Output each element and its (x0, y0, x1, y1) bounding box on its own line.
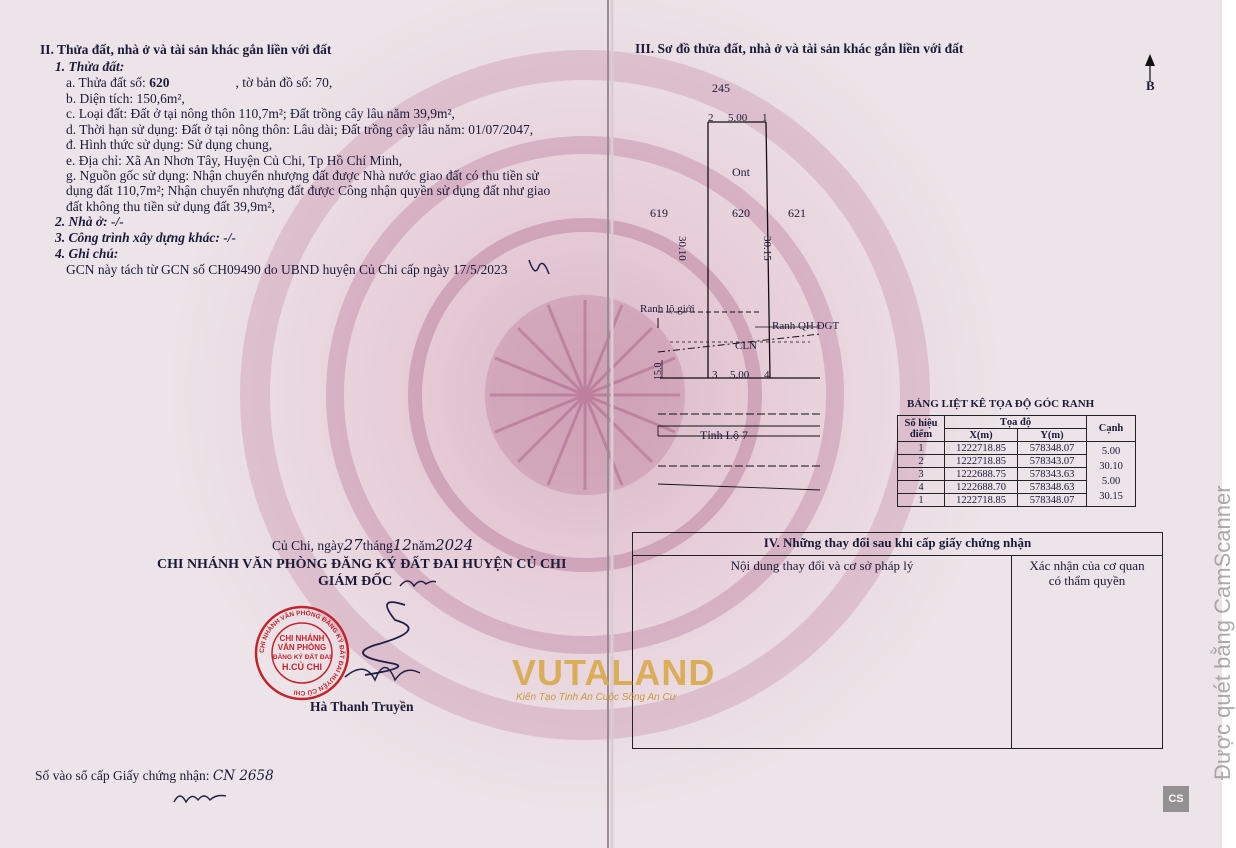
point-id: 1 (898, 494, 945, 507)
initial-signature (398, 574, 438, 592)
stamp-line-2: VĂN PHÒNG (277, 643, 327, 652)
coordinate-table (897, 415, 1136, 507)
left-length-label: 30.10 (676, 236, 688, 261)
date-day: 27 (343, 536, 363, 554)
y-value: 578343.07 (1018, 455, 1087, 468)
cln-label: CLN (735, 340, 757, 352)
edge-2-3: 30.10 (1099, 461, 1123, 472)
section-ii-title: II. Thửa đất, nhà ở và tài sản khác gắn liền với đất (40, 42, 332, 57)
x-value: 1222718.85 (945, 494, 1018, 507)
parcel-number-line (66, 74, 332, 91)
approval-line-1: Xác nhận của cơ quan (1029, 558, 1145, 573)
right-length-label: 30.15 (761, 236, 773, 261)
x-value: 1222718.85 (945, 455, 1018, 468)
official-stamp (254, 605, 350, 701)
x-value: 1222718.85 (945, 442, 1018, 455)
usage-form-line: đ. Hình thức sử dụng: Sử dụng chung, (66, 137, 273, 152)
construction-line: 3. Công trình xây dựng khác: -/- (55, 230, 236, 245)
date-month-label: tháng (362, 538, 393, 553)
origin-line-1: g. Nguồn gốc sử dụng: Nhận chuyển nhượng đất được Nhà nước giao đất có thu tiền sử (66, 168, 539, 183)
north-arrow-icon (1140, 52, 1160, 102)
watermark-logo: VUTALAND (512, 652, 716, 693)
director-title: GIÁM ĐỐC (318, 574, 393, 589)
approval-line-2: có thẩm quyền (1048, 573, 1126, 588)
scanner-watermark: Được quét bằng CamScanner (1210, 485, 1235, 780)
date-month: 12 (392, 536, 412, 554)
area-line: b. Diện tích: 150,6m², (66, 91, 185, 106)
land-use-label: Ont (732, 165, 750, 179)
col-edge: Cạnh (1087, 416, 1136, 442)
usage-term-line: d. Thời hạn sử dụng: Đất ở tại nông thôn: Lâu dài; Đất trồng cây lâu năm: 01/07/2047, (66, 122, 534, 137)
edge-values (1087, 442, 1136, 507)
stamp-line-3: ĐĂNG KÝ ĐẤT ĐAI (272, 654, 332, 661)
parcel-heading: 1. Thửa đất: (55, 59, 125, 74)
north-label: B (1146, 78, 1155, 93)
notes-heading: 4. Ghi chú: (55, 246, 119, 261)
y-value: 578348.63 (1018, 481, 1087, 494)
register-number: CN 2658 (212, 768, 274, 784)
corner-2-label: 2 (708, 112, 714, 124)
plot-diagram (630, 80, 880, 500)
y-value: 578348.07 (1018, 442, 1087, 455)
watermark-slogan: Kiến Tạo Tinh An Cuộc Sống An Cư (516, 692, 677, 703)
table-row (898, 442, 1136, 455)
parcel-245-label: 245 (712, 81, 730, 95)
changes-col-approval (1012, 556, 1163, 749)
y-value: 578343.63 (1018, 468, 1087, 481)
corner-4-label: 4 (764, 369, 770, 381)
date-year-label: năm (411, 538, 436, 553)
section-iii-title: III. Sơ đồ thửa đất, nhà ở và tài sản khác gắn liền với đất (635, 41, 964, 56)
parcel-619-label: 619 (650, 206, 668, 220)
map-sheet-number: , tờ bản đồ số: 70, (235, 75, 333, 90)
parcel-620-label: 620 (732, 206, 750, 220)
edge-4-1: 30.15 (1099, 491, 1123, 502)
land-type-line: c. Loại đất: Đất ở tại nông thôn 110,7m²; Đất trồng cây lâu năm 39,9m², (66, 106, 455, 121)
register-label: Số vào sổ cấp Giấy chứng nhận: (35, 768, 213, 783)
issuing-office: CHI NHÁNH VĂN PHÒNG ĐĂNG KÝ ĐẤT ĐAI HUYỆN CỦ CHI (157, 557, 567, 572)
stamp-ring-text: CHI NHÁNH VĂN PHÒNG ĐĂNG KÝ ĐẤT ĐAI HUYỆN CỦ CHI (258, 609, 346, 697)
stamp-line-4: H.CỦ CHI (282, 662, 322, 672)
col-coord: Tọa độ (945, 416, 1087, 429)
y-value: 578348.07 (1018, 494, 1087, 507)
corner-1-label: 1 (762, 112, 768, 124)
bottom-width-label: 5.00 (730, 369, 750, 381)
col-y: Y(m) (1018, 429, 1087, 442)
coord-table-title: BẢNG LIỆT KÊ TỌA ĐỘ GÓC RANH (907, 398, 1095, 410)
x-value: 1222688.75 (945, 468, 1018, 481)
house-line: 2. Nhà ở: -/- (55, 214, 124, 229)
parcel-621-label: 621 (788, 206, 806, 220)
road-label: Tỉnh Lộ 7 (700, 428, 748, 442)
address-line: e. Địa chỉ: Xã An Nhơn Tây, Huyện Củ Chi, Tp Hồ Chí Minh, (66, 153, 403, 168)
note-initial-mark (525, 256, 553, 280)
col-x: X(m) (945, 429, 1018, 442)
corner-3-label: 3 (712, 369, 718, 381)
point-id: 3 (898, 468, 945, 481)
top-width-label: 5.00 (728, 112, 748, 124)
parcel-number-label: a. Thửa đất số: (66, 75, 150, 90)
parcel-number: 620 (149, 75, 170, 90)
edge-1-2: 5.00 (1101, 446, 1121, 457)
camscanner-icon: CS (1163, 786, 1189, 812)
point-id: 4 (898, 481, 945, 494)
changes-table (632, 532, 1163, 749)
director-signature (335, 585, 455, 695)
date-prefix: Củ Chi, ngày (272, 538, 344, 553)
origin-line-2: dụng đất 110,7m²; Nhận chuyển nhượng đất được Công nhận quyền sử dụng đất như giao (66, 183, 551, 198)
stamp-line-1: CHI NHÁNH (279, 634, 325, 643)
edge-3-4: 5.00 (1101, 476, 1121, 487)
signer-name: Hà Thanh Truyền (310, 699, 414, 714)
changes-title: IV. Những thay đổi sau khi cấp giấy chứng nhận (633, 533, 1163, 556)
changes-col-content: Nội dung thay đổi và cơ sở pháp lý (633, 556, 1012, 749)
col-point: Số hiệu điểm (898, 416, 945, 442)
point-id: 2 (898, 455, 945, 468)
ranh-lo-gioi-label: Ranh lộ giới (640, 303, 695, 315)
register-signature (170, 786, 230, 810)
issue-date (272, 537, 473, 554)
origin-line-3: đất không thu tiền sử dụng đất 39,9m², (66, 199, 275, 214)
register-line (35, 767, 274, 785)
notes-text: GCN này tách từ GCN số CH09490 do UBND huyện Củ Chi cấp ngày 17/5/2023 (66, 262, 508, 277)
x-value: 1222688.70 (945, 481, 1018, 494)
point-id: 1 (898, 442, 945, 455)
date-year: 2024 (435, 536, 474, 554)
ranh-qh-label: Ranh QH ĐGT (772, 320, 840, 332)
road-offset-label: 15.0 (653, 362, 664, 380)
